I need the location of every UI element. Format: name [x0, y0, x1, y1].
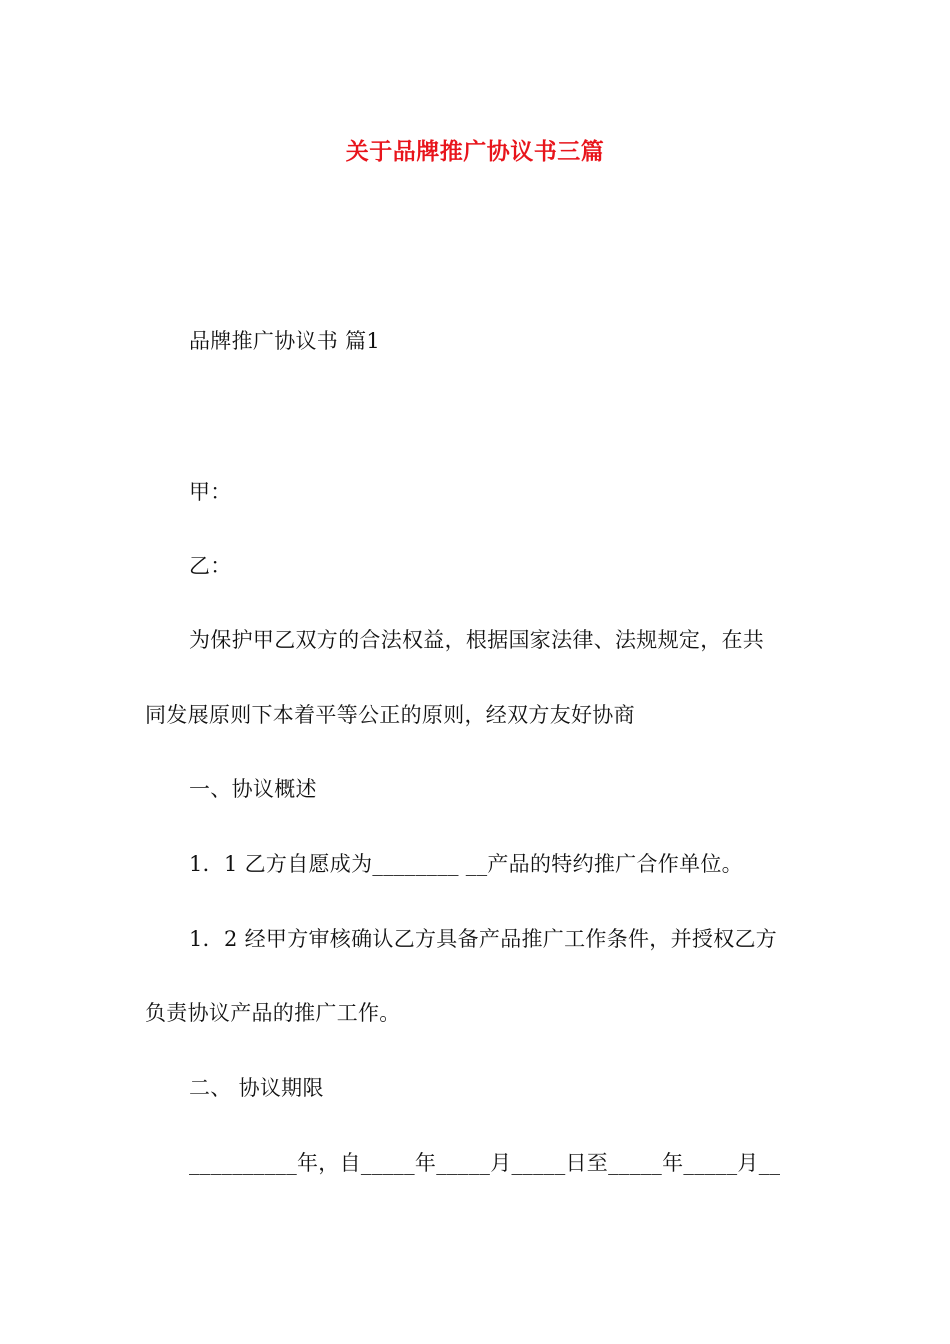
- section-heading: 品牌推广协议书 篇1: [189, 329, 381, 353]
- clause-1-2-line-1: 1．2 经甲方审核确认乙方具备产品推广工作条件，并授权乙方: [189, 927, 778, 951]
- clause-1-2-line-2: 负责协议产品的推广工作。: [145, 1001, 401, 1025]
- preamble-line-2: 同发展原则下本着平等公正的原则，经双方友好协商: [145, 703, 635, 727]
- clause-1-1: 1．1 乙方自愿成为________ __产品的特约推广合作单位。: [189, 852, 743, 876]
- party-a-label: 甲：: [189, 480, 232, 504]
- term-line: __________年，自_____年_____月_____日至_____年_____月__: [189, 1151, 781, 1175]
- party-b-label: 乙：: [189, 554, 232, 578]
- section-2-title: 二、 协议期限: [189, 1076, 324, 1100]
- section-1-title: 一、协议概述: [189, 777, 317, 801]
- document-title: 关于品牌推广协议书三篇: [345, 138, 605, 165]
- preamble-line-1: 为保护甲乙双方的合法权益，根据国家法律、法规规定，在共: [189, 628, 765, 652]
